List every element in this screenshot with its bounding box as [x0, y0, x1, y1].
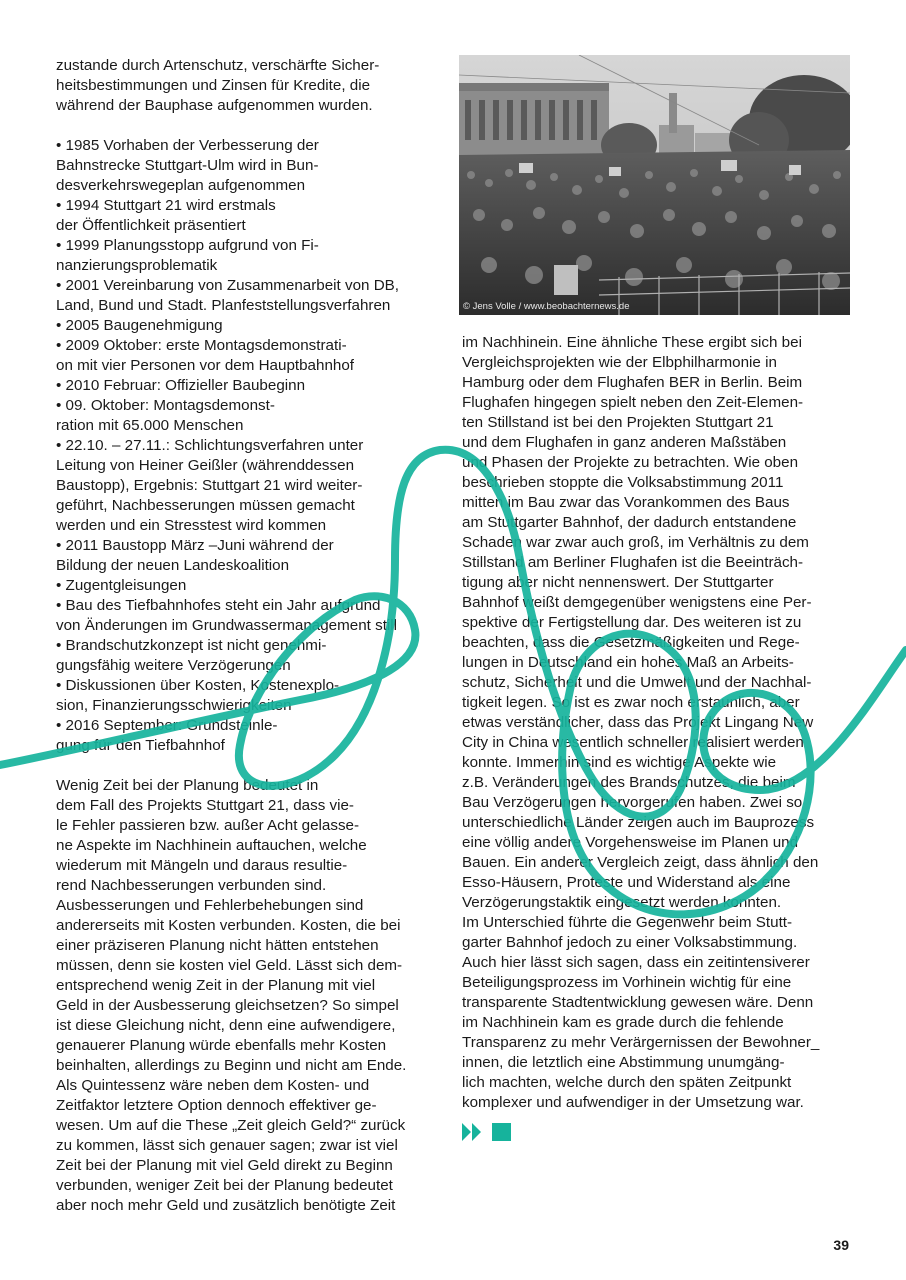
- timeline-item: • 2011 Baustopp März –Juni während der Bildung der neuen Landeskoalition: [56, 537, 334, 574]
- timeline-item: • 2016 September: Grundsteinle- gung für den Tiefbahnhof: [56, 717, 278, 754]
- timeline-item: • 1999 Planungsstopp aufgrund von Fi- nanzierungsproblematik: [56, 237, 319, 274]
- photo-credit: © Jens Volle / www.beobachternews.de: [463, 301, 630, 312]
- right-text-column: [462, 333, 854, 1113]
- timeline-item: • 22.10. – 27.11.: Schlichtungsverfahren unter Leitung von Heiner Geißler (währenddessen Baustopp), Ergebnis: Stuttgart 21 wird weiter- geführt, Nachbesserungen müssen gemacht werden und ein Stresstest wird kommen: [56, 437, 364, 534]
- timeline-item: • Zugentgleisungen: [56, 577, 187, 594]
- timeline-item: • 2010 Februar: Offizieller Baubeginn: [56, 377, 306, 394]
- body-paragraph-left: Wenig Zeit bei der Planung bedeutet in dem Fall des Projekts Stuttgart 21, dass vie- le Fehler passieren bzw. außer Acht gelasse- ne Aspekte im Nachhinein auftauchen, welche wiederum mit Mängeln und daraus resultie- rend Nachbesserungen verbunden sind. Ausbesserungen und Fehlerbehebungen sind andererseits mit Kosten verbunden. Kosten, die bei einer präziseren Planung nicht hätten entstehen müssen, denn sie kosten viel Geld. Lässt sich dem- entsprechend wenig Zeit in der Planung mit viel Geld in der Ausbesserung gleichsetzen? So simpel ist diese Gleichung nicht, denn eine aufwendigere, genauerer Planung würde ebenfalls mehr Kosten beinhalten, allerdings zu Beginn und nicht am Ende. Als Quintessenz wäre neben dem Kosten- und Zeitfaktor letztere Option dennoch effektiver ge- wesen. Um auf die These „Zeit gleich Geld?“ zurück zu kommen, lässt sich genauer sagen; zwar ist viel Zeit bei der Planung mit viel Geld direkt zu Beginn verbunden, weniger Zeit bei der Planung bedeutet aber noch mehr Geld und zusätzlich benötigte Zeit: [56, 777, 407, 1214]
- timeline-list: [56, 136, 440, 756]
- timeline-item: • 2001 Vereinbarung von Zusammenarbeit von DB, Land, Bund und Stadt. Planfeststellungsverfahren: [56, 277, 400, 314]
- timeline-item: • Diskussionen über Kosten, Kostenexplo- sion, Finanzierungsschwierigkeiten: [56, 677, 340, 714]
- timeline-item: • 1985 Vorhaben der Verbesserung der Bahnstrecke Stuttgart-Ulm wird in Bun- desverkehrswegeplan aufgenommen: [56, 137, 319, 194]
- next-page-arrow-icon: [462, 1122, 512, 1142]
- body-paragraph-right: im Nachhinein. Eine ähnliche These ergibt sich bei Vergleichsprojekten wie der Elbphilharmonie in Hamburg oder dem Flughafen BER in Berlin. Beim Flughafen hingegen spielt neben den Zeit-Elemen- ten Stillstand ist bei den Projekten Stuttgart 21 und dem Flughafen in ganz anderen Maßstäben und Phasen der Projekte zu betrachten. Wie oben beschrieben stoppte die Volksabstimmung 2011 mitten im Bau zwar das Vorankommen des Baus am Stuttgarter Bahnhof, der dadurch entstandene Schaden war zwar auch groß, im Verhältnis zu dem Stillstand am Berliner Flughafen ist die Beeinträch- tigung aber nicht nennenswert. Der Stuttgarter Bahnhof weißt demgegenüber wenigstens eine Per- spektive der Fertigstellung dar. Des weiteren ist zu beachten, dass die Gesetzmäßigkeiten und Rege- lungen in Deutschland ein hohes Maß an Arbeits- schutz, Sicherheit und die Umwelt und der Nachhal- tigkeit legen. So ist es zwar noch erstaunlich, aber etwas verständlicher, dass das Projekt Lingang New City in China wesentlich schneller realisiert werden konnte. Immerhin sind es wichtige Aspekte wie z.B. Veränderungen des Brandschutzes, die beim Bau Verzögerungen hervorgerufen haben. Zwei so unterschiedliche Länder zeigen auch im Bauprozess eine völlig andere Vorgehensweise im Planen und Bauen. Ein anderer Vergleich zeigt, dass ähnlich den Esso-Häusern, Proteste und Widerstand als eine Verzögerungstaktik eingesetzt werden konnten. Im Unterschied führte die Gegenwehr beim Stutt- garter Bahnhof jedoch zu einer Volksabstimmung. Auch hier lässt sich sagen, dass ein zeitintensiverer Beteiligungsprozess im Vorhinein wichtig für eine transparente Stadtentwicklung gewesen wäre. Denn im Nachhinein kam es grade durch die fehlende Transparenz zu mehr Verärgernissen der Bewohner_ innen, die letztlich eine Abstimmung unumgäng- lich machten, welche durch den späten Zeitpunkt komplexer und aufwendiger in der Umsetzung war.: [462, 334, 820, 1111]
- timeline-item: • Bau des Tiefbahnhofes steht ein Jahr aufgrund von Änderungen im Grundwassermanagement still: [56, 597, 398, 634]
- timeline-item: • 2005 Baugenehmigung: [56, 317, 223, 334]
- timeline-item: • 2009 Oktober: erste Montagsdemonstrati- on mit vier Personen vor dem Hauptbahnhof: [56, 337, 355, 374]
- left-text-column: [56, 56, 440, 1216]
- timeline-item: • 09. Oktober: Montagsdemonst- ration mit 65.000 Menschen: [56, 397, 275, 434]
- protest-photo: [459, 55, 850, 315]
- timeline-item: • Brandschutzkonzept ist nicht genehmi- gungsfähig weitere Verzögerungen: [56, 637, 327, 674]
- crowd-image: [459, 55, 850, 315]
- intro-paragraph: zustande durch Artenschutz, verschärfte Sicher- heitsbestimmungen und Zinsen für Kredite, die während der Bauphase aufgenommen wurden.: [56, 57, 380, 114]
- page-number: 39: [833, 1237, 849, 1253]
- timeline-item: • 1994 Stuttgart 21 wird erstmals der Öffentlichkeit präsentiert: [56, 197, 276, 234]
